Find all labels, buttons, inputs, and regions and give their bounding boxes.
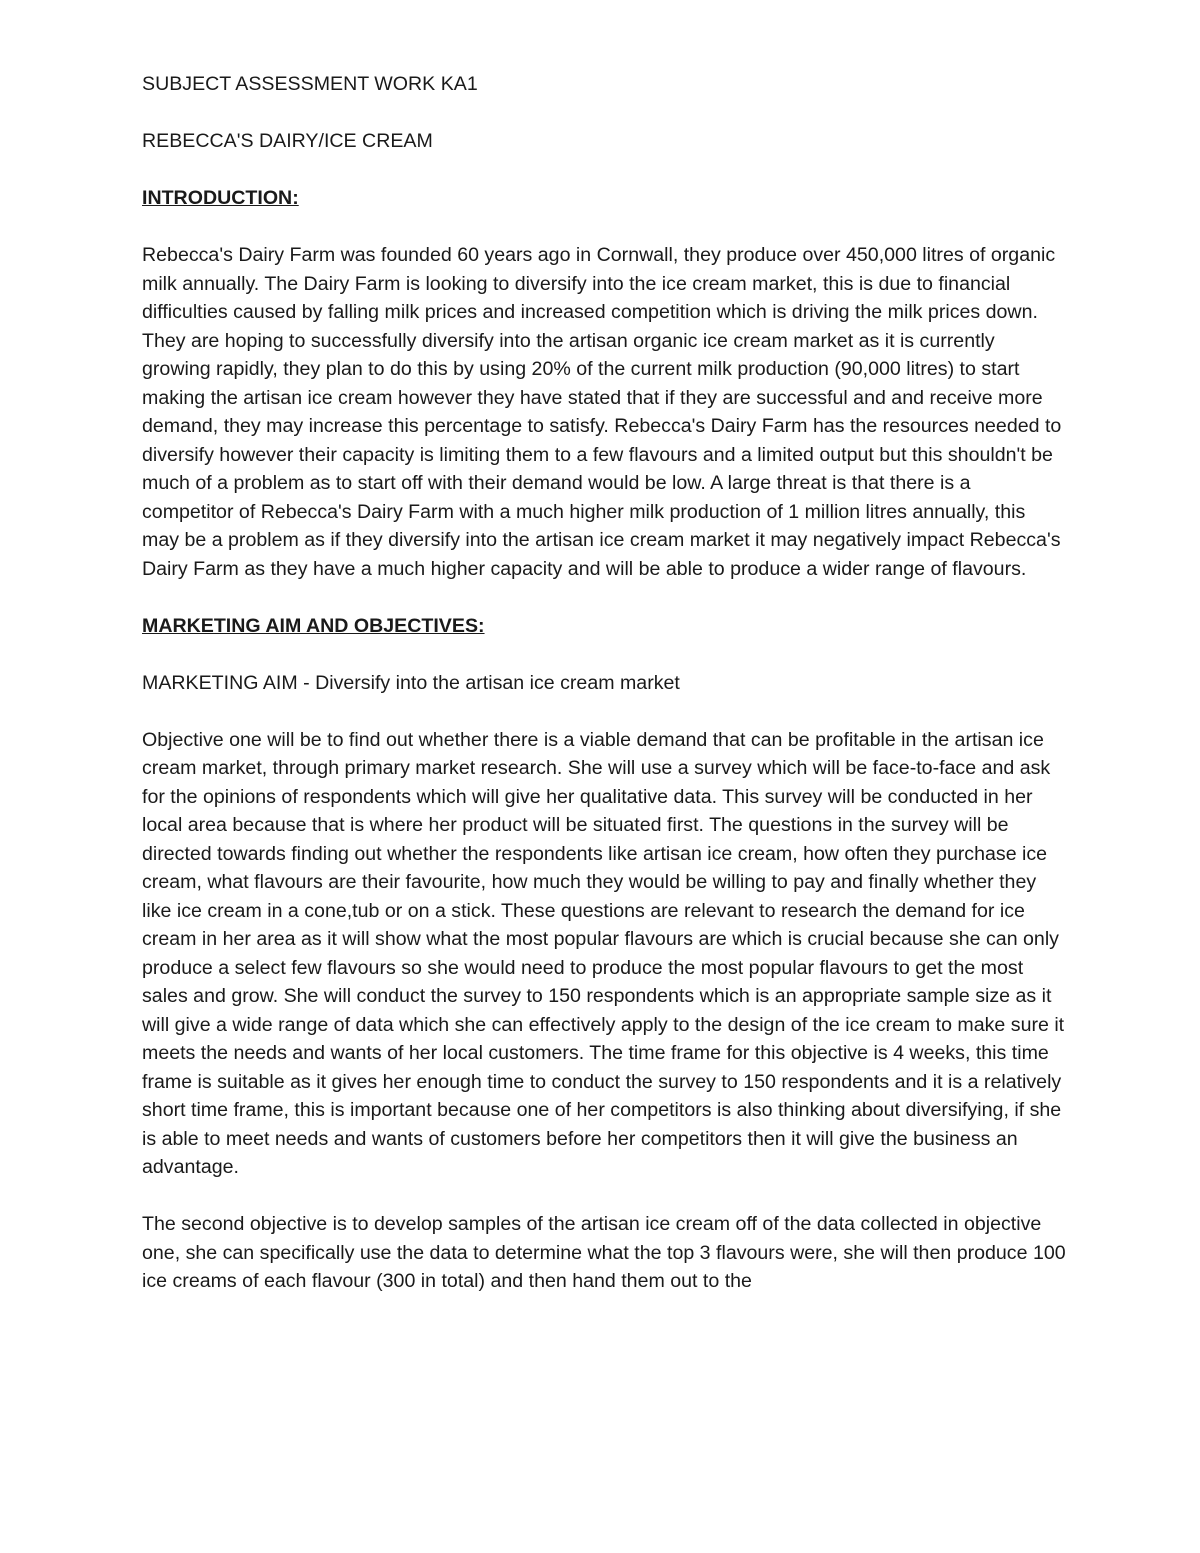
document-title: SUBJECT ASSESSMENT WORK KA1 (142, 73, 478, 95)
document-subtitle: REBECCA'S DAIRY/ICE CREAM (142, 130, 433, 152)
marketing-aim: MARKETING AIM - Diversify into the artisan ice cream market (142, 671, 680, 694)
objective-one-paragraph: Objective one will be to find out whether there is a viable demand that can be profitable in the artisan ice cream market, through primary market research. She will use a survey which will be face-to-face and ask for the opinions of respondents which will give her qualitative data. This survey will be conducted in her local area because that is where her product will be situated first. The questions in the survey will be directed towards finding out whether the respondents like artisan ice cream, how often they purchase ice cream, what flavours are their favourite, how much they would be willing to pay and finally whether they like ice cream in a cone,tub or on a stick. These questions are relevant to research the demand for ice cream in her area as it will show what the most popular flavours are which is crucial because she can only produce a select few flavours so she would need to produce the most popular flavours to get the most sales and grow. She will conduct the survey to 150 respondents which is an appropriate sample size as it will give a wide range of data which she can effectively apply to the design of the ice cream to make sure it meets the needs and wants of her local customers. The time frame for this objective is 4 weeks, this time frame is suitable as it gives her enough time to conduct the survey to 150 respondents and it is a relatively short time frame, this is important because one of her competitors is also thinking about diversifying, if she is able to meet needs and wants of customers before her competitors then it will give the business an advantage. (142, 728, 1065, 1178)
introduction-paragraph: Rebecca's Dairy Farm was founded 60 years ago in Cornwall, they produce over 450,000 litres of organic milk annually. The Dairy Farm is looking to diversify into the ice cream market, this is due to financial difficulties caused by falling milk prices and increased competition which is driving the milk prices down. They are hoping to successfully diversify into the artisan organic ice cream market as it is currently growing rapidly, they plan to do this by using 20% of the current milk production (90,000 litres) to start making the artisan ice cream however they have stated that if they are successful and and receive more demand, they may increase this percentage to satisfy. Rebecca's Dairy Farm has the resources needed to diversify however their capacity is limiting them to a few flavours and a limited output but this shouldn't be much of a problem as to start off with their demand would be low. A large threat is that there is a competitor of Rebecca's Dairy Farm with a much higher milk production of 1 million litres annually, this may be a problem as if they diversify into the artisan ice cream market it may negatively impact Rebecca's Dairy Farm as they have a much higher capacity and will be able to produce a wider range of flavours. (142, 244, 1062, 580)
marketing-heading: MARKETING AIM AND OBJECTIVES: (142, 614, 485, 637)
introduction-heading: INTRODUCTION: (142, 187, 299, 209)
document-body (142, 70, 1067, 1324)
objective-two-paragraph: The second objective is to develop samples of the artisan ice cream off of the data collected in objective one, she can specifically use the data to determine what the top 3 flavours were, she will then produce 100 ice creams of each flavour (300 in total) and then hand them out to the (142, 1213, 1066, 1292)
